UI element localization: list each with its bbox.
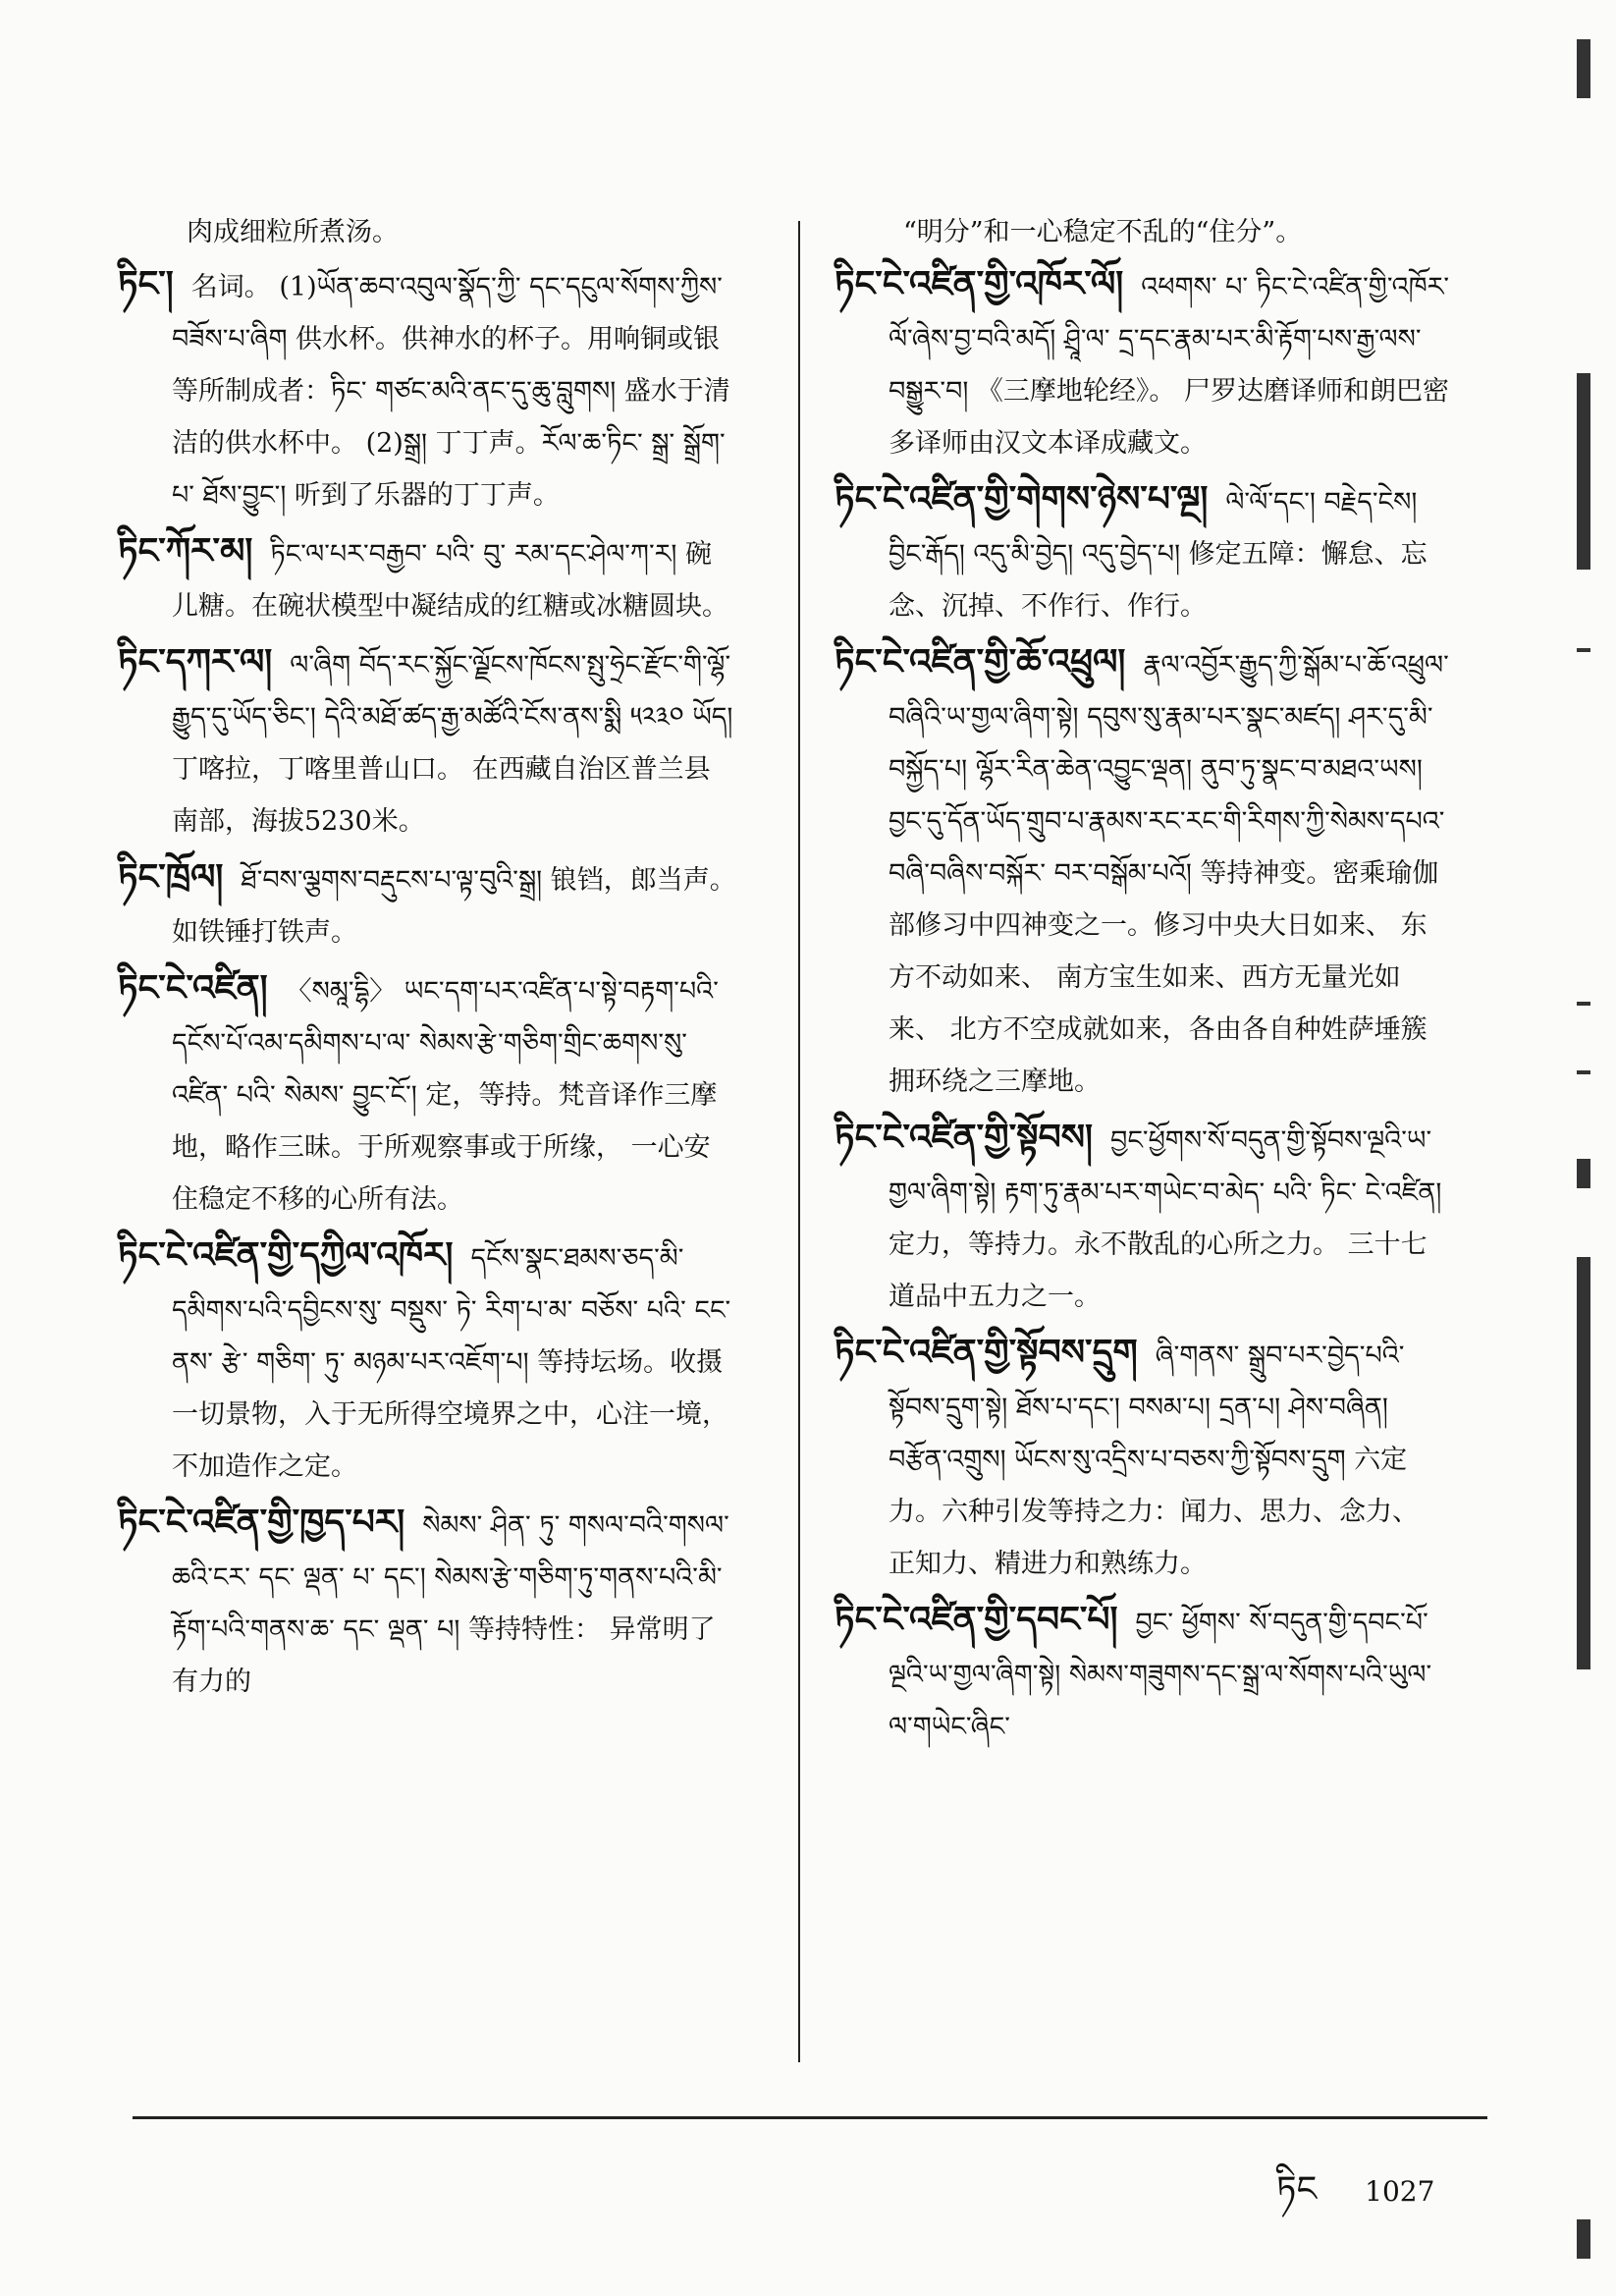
entry-headword: ཏིང་།	[118, 263, 174, 304]
entry-headword: ཏིང་ངེ་འཛིན་གྱི་ཁྱད་པར།	[118, 1502, 405, 1543]
entry-definition: ལ་ཞིག བོད་རང་སྐྱོང་ལྗོངས་ཁོངས་སྤུ་ཧྲེང་རྫོང་གི་ལྷོ་རྒྱུད་དུ་ཡོད་ཅིང་། དེའི་མཐོ་ཚད་རྒྱ་མཚོའི་ངོས་ནས་སྨི ༥༢༣༠ ཡོད། 丁喀拉，丁喀里普山口。 在西藏自治区普兰县南部，海拔5230米。	[172, 650, 733, 837]
entry-definition: རྣལ་འབྱོར་རྒྱུད་ཀྱི་སྒོམ་པ་ཆོ་འཕྲུལ་བཞིའི་ཡ་གྱལ་ཞིག་སྟེ། དབུས་སུ་རྣམ་པར་སྣང་མཛད། ཤར་དུ་མི་བསྐྱོད་པ། ལྷོར་རིན་ཆེན་འབྱུང་ལྡན། ནུབ་ཏུ་སྣང་བ་མཐའ་ཡས། བྱང་དུ་དོན་ཡོད་གྲུབ་པ་རྣམས་རང་རང་གི་རིགས་ཀྱི་སེམས་དཔའ་བཞི་བཞིས་བསྐོར་ བར་བསྒོམ་པའོ། 等持神变。密乘瑜伽部修习中四神变之一。修习中央大日如来、 东方不动如来、 南方宝生如来、西方无量光如来、 北方不空成就如来，各由各自种姓萨埵簇拥环绕之三摩地。	[889, 650, 1449, 1097]
entry-headword: ཏིང་ངེ་འཛིན་གྱི་དབང་པོ།	[835, 1599, 1118, 1640]
dictionary-entry	[835, 1327, 1453, 1590]
running-head: ཏིང	[1276, 2169, 1318, 2210]
page-number: 1027	[1365, 2175, 1435, 2208]
entry-headword: ཏིང་དཀར་ལ།	[118, 641, 273, 683]
entry-headword: ཏིང་ཁྲོལ།	[118, 856, 224, 898]
entry-definition: ལེ་ལོ་དང་། བརྗེད་ངེས། བྱིང་རྒོད། འདུ་མི་བྱེད། འདུ་བྱེད་པ། 修定五障：懈怠、忘念、沉掉、不作行、作行。	[889, 487, 1427, 622]
dictionary-entry	[118, 851, 736, 958]
dictionary-entry	[835, 636, 1453, 1108]
footer-rule	[133, 2116, 1487, 2119]
right-entries	[835, 258, 1453, 1753]
entry-headword: ཏིང་ཀོར་མ།	[118, 530, 253, 572]
left-column	[118, 206, 736, 1712]
dictionary-entry	[835, 258, 1453, 469]
entry-definition: འཕགས་ པ་ ཏིང་ངེ་འཛིན་གྱི་འཁོར་ལོ་ཞེས་བྱ་བའི་མདོ། ཤྲཱི་ལ་ དྲ་དང་རྣམ་པར་མི་རྟོག་པས་རྒྱ་ལས་ བསྒྱུར་བ། 《三摩地轮经》。 尸罗达磨译师和朗巴密多译师由汉文本译成藏文。	[889, 272, 1450, 459]
entry-definition: 名词。 (1)ཡོན་ཆབ་འབུལ་སྣོད་ཀྱི་ དང་དངུལ་སོགས་ཀྱིས་བཟོས་པ་ཞིག 供水杯。供神水的杯子。用响铜或银等所制成者：ཏིང་ གཙང་མའི་ནང་དུ་ཆུ་བླུགས། 盛水于清洁的供水杯中。 (2)སྒྲ། 丁丁声。རོལ་ཆ་ཏིང་ སྒྲ་ སྒྲོག་པ་ ཐོས་བྱུང་། 听到了乐器的丁丁声。	[172, 272, 730, 511]
left-entries	[118, 258, 736, 1708]
entry-headword: ཏིང་ངེ་འཛིན།	[118, 967, 268, 1009]
dictionary-entry	[118, 525, 736, 632]
continuation-text: 肉成细粒所煮汤。	[187, 217, 399, 247]
column-divider	[798, 221, 800, 2062]
entry-definition: 〈སམཱ་དྷི〉 ཡང་དག་པར་འཛིན་པ་སྟེ་བརྟག་པའི་དངོས་པོ་འམ་དམིགས་པ་ལ་ སེམས་རྩེ་གཅིག་གྲིང་ཆགས་སུ་འཛིན་ པའི་ སེམས་ བྱུང་ངོ་། 定，等持。梵音译作三摩地，略作三昧。于所观察事或于所缘， 一心安住稳定不移的心所有法。	[172, 976, 719, 1215]
continuation-text: “明分”和一心稳定不乱的“住分”。	[903, 217, 1303, 247]
entry-definition: བྱང་ ཕྱོགས་ སོ་བདུན་གྱི་དབང་པོ་ལྔའི་ཡ་གྱལ་ཞིག་སྟེ། སེམས་གཟུགས་དང་སྒྲ་ལ་སོགས་པའི་ཡུལ་ལ་གཡེང་ཞིང་	[889, 1608, 1432, 1742]
dictionary-entry	[118, 962, 736, 1226]
entry-definition: སེམས་ ཤིན་ ཏུ་ གསལ་བའི་གསལ་ཆའི་ངར་ དང་ ལྡན་ པ་ དང་། སེམས་རྩེ་གཅིག་ཏུ་གནས་པའི་མི་རྟོག་པའི་གནས་ཆ་ དང་ ལྡན་ པ། 等持特性： 异常明了有力的	[172, 1510, 729, 1697]
dictionary-entry	[835, 473, 1453, 632]
entry-headword: ཏིང་ངེ་འཛིན་གྱི་འཁོར་ལོ།	[835, 263, 1124, 304]
entry-definition: བྱང་ཕྱོགས་སོ་བདུན་གྱི་སྟོབས་ལྔའི་ཡ་གྱལ་ཞིག་སྟེ། རྟག་ཏུ་རྣམ་པར་གཡེང་བ་མེད་ པའི་ ཏིང་ ངེ་འཛིན། 定力，等持力。永不散乱的心所之力。 三十七道品中五力之一。	[889, 1125, 1442, 1312]
entry-headword: ཏིང་ངེ་འཛིན་གྱི་སྟོབས།	[835, 1117, 1094, 1158]
page-footer	[1276, 2149, 1434, 2249]
entry-definition: ཞི་གནས་ སྒྲུབ་པར་བྱེད་པའི་སྟོབས་དྲུག་སྟེ། ཐོས་པ་དང་། བསམ་པ། དྲན་པ། ཤེས་བཞིན། བརྩོན་འགྲུས། ཡོངས་སུ་འདྲིས་པ་བཅས་ཀྱི་སྟོབས་དྲུག 六定力。六种引发等持之力：闻力、思力、念力、 正知力、精进力和熟练力。	[889, 1340, 1419, 1579]
dictionary-entry	[835, 1594, 1453, 1753]
dictionary-entry	[118, 1230, 736, 1493]
entry-headword: ཏིང་ངེ་འཛིན་གྱི་ཆོ་འཕྲུལ།	[835, 641, 1126, 683]
dictionary-entry	[118, 636, 736, 847]
entry-definition: དངོས་སྣང་ཐམས་ཅད་མི་དམིགས་པའི་དབྱིངས་སུ་ བསྡུས་ ཏེ་ རིག་པ་མ་ བཅོས་ པའི་ ངང་ ནས་ རྩེ་ གཅིག་ ཏུ་ མཉམ་པར་འཇོག་པ། 等持坛场。收摄一切景物，入于无所得空境界之中，心注一境， 不加造作之定。	[172, 1243, 731, 1482]
entry-headword: ཏིང་ངེ་འཛིན་གྱི་དཀྱིལ་འཁོར།	[118, 1234, 454, 1276]
entry-headword: ཏིང་ངེ་འཛིན་གྱི་གེགས་ཉེས་པ་ལྔ།	[835, 478, 1209, 519]
dictionary-entry	[835, 1112, 1453, 1323]
entry-definition: ཐོ་བས་ལྕགས་བརྡུངས་པ་ལྟ་བུའི་སྒྲ། 锒铛，郎当声。如铁锤打铁声。	[172, 865, 736, 948]
margin-scan-marks	[1573, 39, 1596, 2259]
dictionary-entry	[118, 1497, 736, 1708]
entry-headword: ཏིང་ངེ་འཛིན་གྱི་སྟོབས་དྲུག	[835, 1332, 1138, 1373]
dictionary-entry	[118, 258, 736, 521]
entry-definition: ཏིང་ལ་པར་བརྒྱབ་ པའི་ བུ་ རམ་དང་ཤེལ་ཀ་ར། 碗儿糖。在碗状模型中凝结成的红糖或冰糖圆块。	[172, 539, 728, 622]
right-column	[835, 206, 1453, 1757]
